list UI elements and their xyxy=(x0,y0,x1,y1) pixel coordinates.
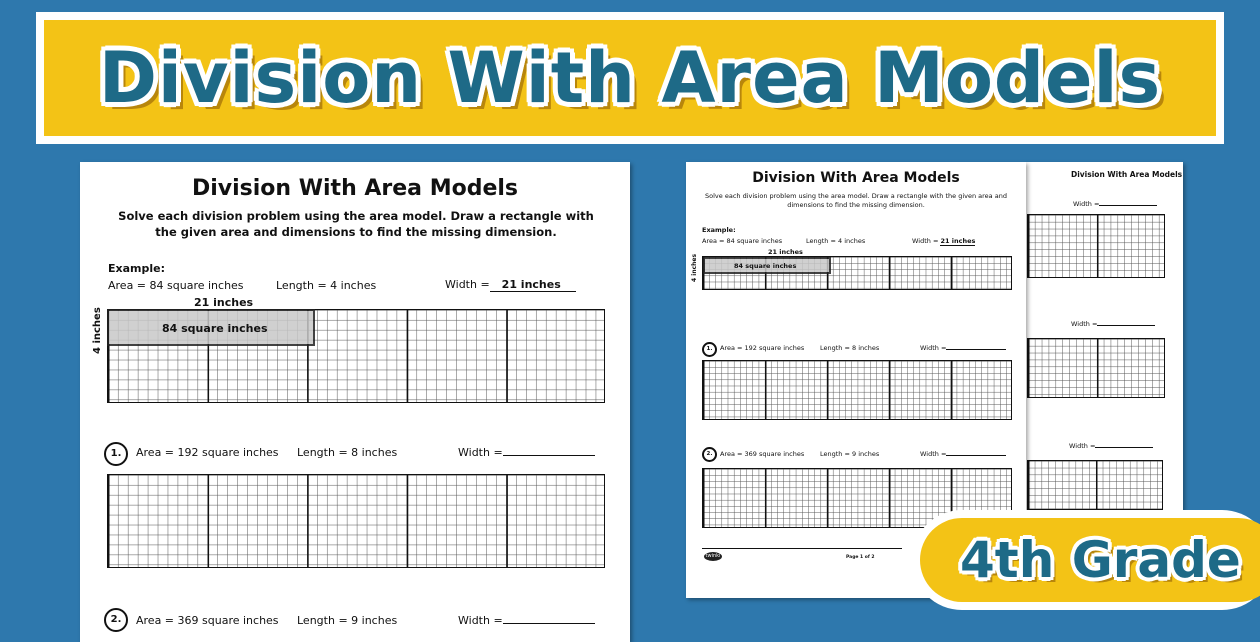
front-problem-2-number: 2. xyxy=(702,447,717,462)
front-sheet-instructions: Solve each division problem using the area model. Draw a rectangle with the given area and dimensions to find the missing dimension. xyxy=(705,192,1007,209)
problem-2-number: 2. xyxy=(104,608,128,632)
worksheet-page-2-preview xyxy=(1025,162,1183,512)
front-problem-1-width: Width = xyxy=(920,344,1006,352)
worksheet-main xyxy=(80,162,630,642)
example-heading: Example: xyxy=(108,262,165,275)
grade-label: 4th Grade xyxy=(960,531,1241,589)
example-shaded-label: 84 square inches xyxy=(162,322,268,335)
front-example-side-label: 4 inches xyxy=(691,253,698,282)
banner-title: Division With Area Models xyxy=(98,37,1162,119)
back-grid-1 xyxy=(1027,214,1165,278)
front-example-area: Area = 84 square inches xyxy=(702,237,783,245)
front-footer-line xyxy=(702,548,902,549)
front-problem-2-area: Area = 369 square inches xyxy=(720,450,805,458)
twinkl-logo: twinkl xyxy=(705,553,721,559)
back-sheet-title: Division With Area Models xyxy=(1071,170,1183,179)
front-problem-2-length: Length = 9 inches xyxy=(820,450,880,458)
example-area: Area = 84 square inches xyxy=(108,279,244,292)
problem-2-width: Width = xyxy=(458,614,595,627)
front-sheet-title: Division With Area Models xyxy=(752,170,960,186)
example-side-label: 4 inches xyxy=(92,307,103,354)
example-length: Length = 4 inches xyxy=(276,279,377,292)
title-banner-inner xyxy=(44,20,1216,136)
front-example-shaded-label: 84 square inches xyxy=(734,262,797,270)
problem-2-length: Length = 9 inches xyxy=(297,614,398,627)
back-grid-3 xyxy=(1027,460,1163,510)
title-banner xyxy=(36,12,1224,144)
front-problem-1-grid xyxy=(702,360,1012,420)
problem-1-width: Width = xyxy=(458,446,595,459)
example-width: Width = 21 inches xyxy=(445,278,576,292)
back-width-label-3: Width = xyxy=(1069,442,1153,450)
front-example-top-label: 21 inches xyxy=(768,248,803,256)
problem-1-grid xyxy=(107,474,605,568)
front-problem-2-width: Width = xyxy=(920,450,1006,458)
front-problem-1-number: 1. xyxy=(702,342,717,357)
back-width-label-1: Width = xyxy=(1073,200,1157,208)
problem-1-length: Length = 8 inches xyxy=(297,446,398,459)
problem-1-number: 1. xyxy=(104,442,128,466)
grade-badge-inner xyxy=(920,518,1260,602)
worksheet-title: Division With Area Models xyxy=(191,176,518,201)
problem-1-area: Area = 192 square inches xyxy=(136,446,279,459)
worksheet-instructions: Solve each division problem using the area model. Draw a rectangle with the given area and dimensions to find the missing dimension. xyxy=(118,209,594,239)
grade-badge xyxy=(912,510,1260,610)
front-problem-1-area: Area = 192 square inches xyxy=(720,344,805,352)
front-example-width: Width = 21 inches xyxy=(912,237,976,245)
front-problem-1-length: Length = 8 inches xyxy=(820,344,880,352)
problem-2-area: Area = 369 square inches xyxy=(136,614,279,627)
example-top-label: 21 inches xyxy=(194,296,254,309)
back-width-label-2: Width = xyxy=(1071,320,1155,328)
back-grid-2 xyxy=(1027,338,1165,398)
front-footer-page: Page 1 of 2 xyxy=(846,555,875,560)
front-example-heading: Example: xyxy=(702,226,736,234)
front-example-length: Length = 4 inches xyxy=(806,237,866,245)
